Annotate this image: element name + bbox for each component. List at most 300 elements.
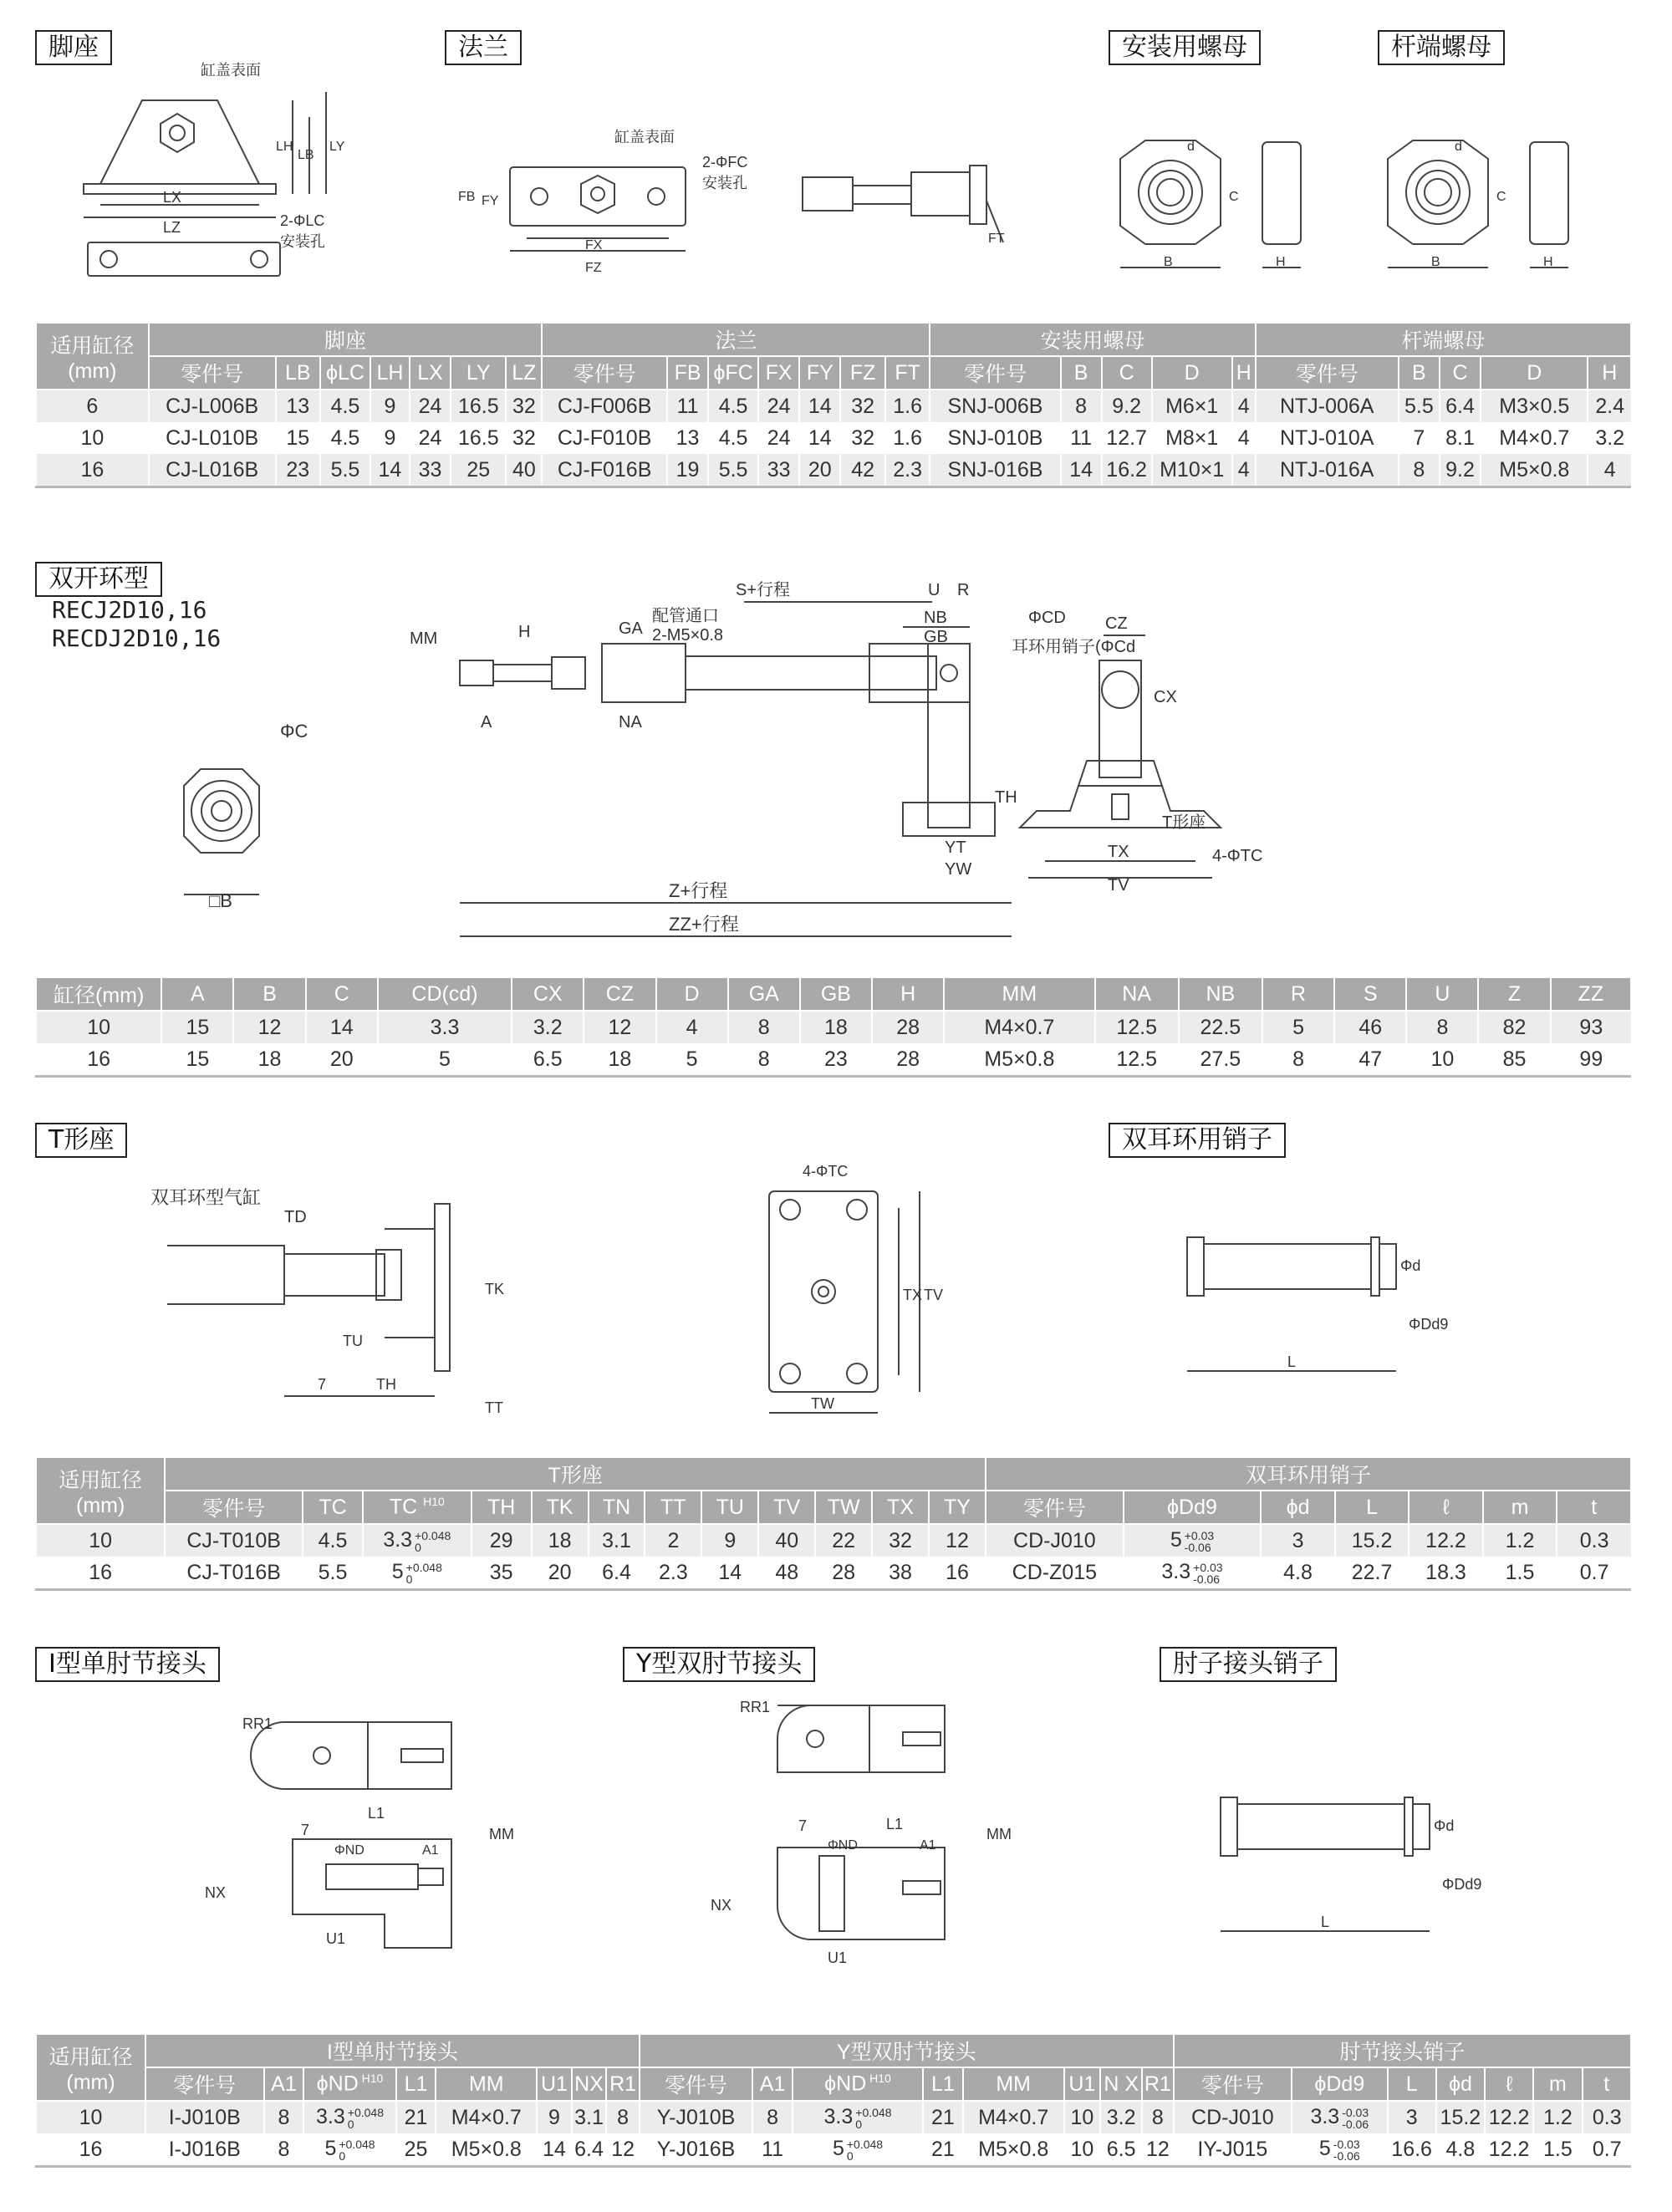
bore-header: 适用缸径 (mm) (36, 323, 149, 390)
dim-u: U (928, 581, 940, 599)
table-cell: NTJ-016A (1256, 454, 1399, 487)
dim-tk: TK (485, 1281, 505, 1297)
dim-cz-label: CZ (1105, 614, 1128, 633)
table-cell: M10×1 (1152, 454, 1232, 487)
table-cell: 16 (36, 454, 149, 487)
col-header: ZZ (1551, 977, 1631, 1011)
table-cell: 9 (370, 390, 410, 422)
col-header: ϕDd9 (1292, 2067, 1387, 2101)
table-cell: NTJ-010A (1256, 422, 1399, 454)
col-header: LB (276, 356, 320, 390)
table-cell: 6 (36, 390, 149, 422)
table-cell: 0.7 (1557, 1557, 1631, 1590)
table-cell: 12 (1142, 2133, 1174, 2167)
table-cell: 22.5 (1179, 1011, 1262, 1043)
rod-nut-dim-d: d (1455, 140, 1462, 154)
col-header: H (872, 977, 944, 1011)
dim-td: TD (284, 1208, 307, 1226)
toleranced-cell: 3.3 +0.048 0 (793, 2101, 923, 2133)
col-header: Z (1478, 977, 1550, 1011)
dim-fy: FY (482, 194, 499, 208)
table-row (36, 2133, 1631, 2167)
table-cell: 15 (276, 422, 320, 454)
table-cell: I-J010B (145, 2101, 263, 2133)
col-header: ϕND $^{H10}$ (793, 2067, 923, 2101)
table-cell: 19 (667, 454, 708, 487)
col-header: 零件号 (1256, 356, 1399, 390)
col-header: ϕND $^{H10}$ (303, 2067, 395, 2101)
dim-ga: GA (619, 619, 643, 638)
model-number-1: RECJ2D10,16 (52, 596, 207, 624)
table-cell: 12 (929, 1524, 986, 1557)
col-header: D (1481, 356, 1588, 390)
section-title-mount-nut: 安装用螺母 (1109, 30, 1261, 65)
table-cell: 42 (840, 454, 884, 487)
rod-nut-dim-c: C (1496, 190, 1506, 204)
col-header: H (1588, 356, 1631, 390)
dim-phi-nd-y: ΦND (828, 1838, 858, 1853)
table-cell: 18 (584, 1043, 655, 1077)
table-cell: 8 (1061, 390, 1102, 422)
z-stroke-label: Z+行程 (669, 880, 728, 901)
col-header: 零件号 (165, 1491, 303, 1524)
col-header: B (1399, 356, 1440, 390)
table-cell: CD-J010 (1174, 2101, 1292, 2133)
table-row (36, 1557, 1631, 1590)
t-bracket-top-drawing (752, 1158, 970, 1425)
dim-l1-y: L1 (886, 1816, 904, 1832)
col-header: t (1557, 1491, 1631, 1524)
col-header: TK (532, 1491, 589, 1524)
t4-bore-header: 适用缸径 (mm) (36, 2034, 145, 2101)
joint-pin-dim-phi-d: Φd (1434, 1817, 1455, 1834)
table-cell: 16 (929, 1557, 986, 1590)
table-cell: 6.4 (589, 1557, 645, 1590)
col-header: U (1406, 977, 1478, 1011)
model-number-2: RECDJ2D10,16 (52, 624, 222, 652)
table-cell: 8 (1399, 454, 1440, 487)
dim-l: L (1287, 1353, 1297, 1370)
col-header: S (1334, 977, 1406, 1011)
joint-pin-dim-l: L (1321, 1914, 1330, 1930)
table-cell: 24 (410, 422, 451, 454)
table-cell: 93 (1551, 1011, 1631, 1043)
table-cell: 40 (506, 454, 542, 487)
dim-fb: FB (458, 190, 476, 204)
group-rod-nut: 杆端螺母 (1256, 323, 1631, 356)
table-row (36, 1524, 1631, 1557)
table-cell: 10 (36, 2101, 145, 2133)
dim-nb: NB (924, 609, 947, 627)
col-header: FX (758, 356, 799, 390)
section-title-flange: 法兰 (445, 30, 522, 65)
section-title-rod-nut: 杆端螺母 (1378, 30, 1505, 65)
table-cell: 18.3 (1409, 1557, 1482, 1590)
table-cell: 12.2 (1485, 2101, 1533, 2133)
col-header: 零件号 (986, 1491, 1124, 1524)
table-cell: 11 (1061, 422, 1102, 454)
col-header: TC (303, 1491, 363, 1524)
joint-pin-drawing (1204, 1764, 1505, 1956)
table-cell: 14 (306, 1011, 378, 1043)
table-cell: 14 (370, 454, 410, 487)
flange-drawing (451, 117, 1053, 284)
col-header: L1 (396, 2067, 436, 2101)
table-cell: 5.5 (303, 1557, 363, 1590)
table-cell: M5×0.8 (436, 2133, 537, 2167)
group-t-bracket: T形座 (165, 1457, 986, 1491)
group-i-joint: I型单肘节接头 (145, 2034, 640, 2067)
table-cell: 33 (758, 454, 799, 487)
group-mount-nut: 安装用螺母 (930, 323, 1255, 356)
table-cell: 16 (36, 1557, 165, 1590)
dim-rr1-y: RR1 (740, 1699, 771, 1715)
dim-th-t: TH (376, 1376, 396, 1393)
table-cell: 5.5 (708, 454, 758, 487)
col-header: L1 (923, 2067, 963, 2101)
table-cell: CJ-T010B (165, 1524, 303, 1557)
col-header: TV (758, 1491, 815, 1524)
table-cell: 4.8 (1261, 1557, 1334, 1590)
col-header: A1 (264, 2067, 304, 2101)
table-cell: 10 (1406, 1043, 1478, 1077)
table-cell: 20 (306, 1043, 378, 1077)
table-cell: 6.5 (512, 1043, 584, 1077)
t-seat-label: T形座 (1162, 813, 1206, 832)
table-cell: M6×1 (1152, 390, 1232, 422)
table-cell: 4 (1232, 390, 1256, 422)
table-cell: CJ-L010B (149, 422, 276, 454)
table-cell: 3.1 (589, 1524, 645, 1557)
dim-u1-i: U1 (326, 1930, 346, 1947)
table-cell: 2 (645, 1524, 701, 1557)
dim-tx: TX (1108, 843, 1129, 861)
double-clevis-table (35, 976, 1632, 1078)
col-header: NB (1179, 977, 1262, 1011)
col-header: TX (872, 1491, 929, 1524)
t3-bore-header: 适用缸径 (mm) (36, 1457, 165, 1524)
t-bracket-side-drawing (134, 1170, 568, 1421)
table-cell: 82 (1478, 1011, 1550, 1043)
dim-ft: FT (988, 232, 1005, 246)
table-cell: 4.5 (320, 390, 370, 422)
col-header: TT (645, 1491, 701, 1524)
table-cell: 3.2 (512, 1011, 584, 1043)
col-header: TW (815, 1491, 872, 1524)
table-cell: 9 (701, 1524, 758, 1557)
table-cell: IY-J015 (1174, 2133, 1292, 2167)
i-joint-drawing (201, 1705, 552, 1965)
table-cell: 14 (799, 390, 840, 422)
table-cell: 16 (36, 2133, 145, 2167)
dim-tv: TV (1108, 876, 1129, 894)
col-header: 零件号 (1174, 2067, 1292, 2101)
table-cell: Y-J016B (640, 2133, 752, 2167)
table-cell: M5×0.8 (944, 1043, 1094, 1077)
dim-7: 7 (318, 1376, 327, 1393)
toleranced-cell: 5 +0.048 0 (303, 2133, 395, 2167)
col-header: D (656, 977, 728, 1011)
table-cell: 14 (799, 422, 840, 454)
table-cell: 1.5 (1483, 1557, 1557, 1590)
col-header: U1 (537, 2067, 572, 2101)
dim-lb: LB (298, 148, 314, 162)
table-cell: 28 (872, 1043, 944, 1077)
table-cell: 4 (1588, 454, 1631, 487)
table-cell: 21 (923, 2101, 963, 2133)
col-header: B (1061, 356, 1102, 390)
table-cell: 9.2 (1440, 454, 1481, 487)
col-header: R (1262, 977, 1334, 1011)
flange-mount-hole-label: 安装孔 (702, 175, 747, 191)
table-cell: 1.2 (1533, 2101, 1582, 2133)
dim-na: NA (619, 713, 642, 731)
table-cell: CD-Z015 (986, 1557, 1124, 1590)
table-cell: 2.4 (1588, 390, 1631, 422)
table-cell: 7 (1399, 422, 1440, 454)
table-cell: 2.3 (645, 1557, 701, 1590)
col-header: GB (800, 977, 872, 1011)
joint-table (35, 2033, 1632, 2168)
dim-lx: LX (163, 189, 182, 206)
toleranced-cell: 5 +0.048 0 (793, 2133, 923, 2167)
col-header: A (161, 977, 233, 1011)
dim-fz: FZ (585, 261, 602, 275)
table-cell: 15.2 (1436, 2101, 1485, 2133)
table-cell: 8 (1406, 1011, 1478, 1043)
table-cell: 20 (799, 454, 840, 487)
table-cell: 2.3 (885, 454, 930, 487)
section-title-t-bracket: T形座 (35, 1123, 127, 1158)
dim-phi-dd9: ΦDd9 (1409, 1316, 1449, 1333)
zz-stroke-label: ZZ+行程 (669, 914, 739, 935)
cd-label: ΦCD (1028, 609, 1066, 627)
dim-phi-d: Φd (1400, 1257, 1421, 1274)
table-cell: 12 (606, 2133, 640, 2167)
col-header: B (233, 977, 305, 1011)
group-foot: 脚座 (149, 323, 543, 356)
col-header: N X (1100, 2067, 1142, 2101)
mount-nut-dim-c: C (1229, 190, 1239, 204)
col-header: ϕd (1261, 1491, 1334, 1524)
col-header: FB (667, 356, 708, 390)
table-cell: CJ-F016B (542, 454, 667, 487)
table-cell: 21 (923, 2133, 963, 2167)
dim-7-i: 7 (301, 1822, 310, 1838)
col-header: LH (370, 356, 410, 390)
dim-r: R (957, 581, 970, 599)
dim-mm-i: MM (489, 1826, 514, 1842)
table-cell: 3.2 (1588, 422, 1631, 454)
col-header: H (1232, 356, 1256, 390)
col-header: 零件号 (930, 356, 1060, 390)
table-cell: 11 (667, 390, 708, 422)
dim-yt: YT (945, 838, 966, 857)
table-cell: 32 (840, 422, 884, 454)
table-cell: 16.6 (1388, 2133, 1436, 2167)
col-header: TN (589, 1491, 645, 1524)
table-cell: 23 (800, 1043, 872, 1077)
table2-header-row (36, 977, 1631, 1011)
table-cell: SNJ-010B (930, 422, 1060, 454)
col-header: TH (472, 1491, 532, 1524)
table-cell: 3 (1388, 2101, 1436, 2133)
table-cell: 29 (472, 1524, 532, 1557)
table-cell: SNJ-016B (930, 454, 1060, 487)
dim-a: A (481, 713, 492, 731)
dim-l1-i: L1 (368, 1805, 385, 1822)
dim-cx: CX (1154, 688, 1177, 706)
table-cell: CJ-T016B (165, 1557, 303, 1590)
table-cell: 8 (606, 2101, 640, 2133)
col-header: C (1440, 356, 1481, 390)
table-cell: M8×1 (1152, 422, 1232, 454)
col-header: C (1102, 356, 1152, 390)
table-cell: 16 (36, 1043, 161, 1077)
table-cell: 22 (815, 1524, 872, 1557)
mount-hole-label: 安装孔 (280, 233, 325, 250)
table-cell: 14 (701, 1557, 758, 1590)
table-cell: 24 (410, 390, 451, 422)
table-cell: M4×0.7 (944, 1011, 1094, 1043)
col-header: ϕDd9 (1124, 1491, 1262, 1524)
table-cell: 12.2 (1409, 1524, 1482, 1557)
table-cell: 8 (1142, 2101, 1174, 2133)
dim-nx-y: NX (711, 1897, 732, 1914)
toleranced-cell: 5 -0.03 -0.06 (1292, 2133, 1387, 2167)
pipe-port-label: 配管通口 (652, 607, 719, 625)
table-cell: 22.7 (1335, 1557, 1409, 1590)
table-cell: 8 (264, 2133, 304, 2167)
table-cell: CJ-F006B (542, 390, 667, 422)
table-cell: M4×0.7 (436, 2101, 537, 2133)
table-cell: 1.6 (885, 422, 930, 454)
t-bracket-table (35, 1456, 1632, 1591)
table-cell: 10 (36, 1011, 161, 1043)
table-cell: 3.1 (572, 2101, 607, 2133)
table-cell: 0.3 (1583, 2101, 1631, 2133)
group-joint-pin: 肘节接头销子 (1174, 2034, 1631, 2067)
table-cell: 47 (1334, 1043, 1406, 1077)
section-title-i-joint: I型单肘节接头 (35, 1647, 220, 1682)
dim-a1-y: A1 (920, 1838, 936, 1853)
toleranced-cell: 5 +0.048 0 (363, 1557, 472, 1590)
table-cell: 14 (1061, 454, 1102, 487)
col-header: FY (799, 356, 840, 390)
table-cell: CJ-F010B (542, 422, 667, 454)
rod-nut-dim-b: B (1431, 255, 1440, 269)
dim-tv-top: TV (924, 1287, 944, 1303)
table-cell: CD-J010 (986, 1524, 1124, 1557)
table-cell: 15.2 (1335, 1524, 1409, 1557)
table-cell: 6.5 (1100, 2133, 1142, 2167)
section-title-y-joint: Y型双肘节接头 (623, 1647, 815, 1682)
table1-subheader-row (36, 356, 1631, 390)
table-cell: 99 (1551, 1043, 1631, 1077)
four-phi-tc-label: 4-ΦTC (1212, 847, 1263, 865)
group-flange: 法兰 (542, 323, 930, 356)
table-cell: Y-J010B (640, 2101, 752, 2133)
dim-lh: LH (276, 140, 293, 154)
dim-7-y: 7 (798, 1817, 808, 1834)
table-cell: 4.5 (303, 1524, 363, 1557)
col-header: FZ (840, 356, 884, 390)
table-cell: 3.2 (1100, 2101, 1142, 2133)
table-cell: 40 (758, 1524, 815, 1557)
dim-fx: FX (585, 238, 603, 252)
table-cell: 16.2 (1102, 454, 1152, 487)
table-cell: 35 (472, 1557, 532, 1590)
col-header: CX (512, 977, 584, 1011)
table-cell: 9 (537, 2101, 572, 2133)
col-header: ϕLC (320, 356, 370, 390)
two-phi-fc-label: 2-ΦFC (702, 154, 748, 171)
table-cell: M3×0.5 (1481, 390, 1588, 422)
dim-tt: TT (485, 1399, 503, 1416)
table-cell: 4.5 (708, 422, 758, 454)
col-header: 缸径(mm) (36, 977, 161, 1011)
table-cell: 0.3 (1557, 1524, 1631, 1557)
table-cell: 48 (758, 1557, 815, 1590)
toleranced-cell: 3.3 +0.048 0 (363, 1524, 472, 1557)
col-header: TU (701, 1491, 758, 1524)
table-cell: M5×0.8 (1481, 454, 1588, 487)
group-y-joint: Y型双肘节接头 (640, 2034, 1174, 2067)
table-cell: 32 (872, 1524, 929, 1557)
table-cell: 10 (1064, 2101, 1101, 2133)
table-cell: CJ-L006B (149, 390, 276, 422)
s-stroke-label: S+行程 (736, 581, 791, 599)
toleranced-cell: 5 +0.03 -0.06 (1124, 1524, 1262, 1557)
col-header: FT (885, 356, 930, 390)
table-cell: 5 (378, 1043, 512, 1077)
table-cell: 8 (1262, 1043, 1334, 1077)
mount-nut-dim-b: B (1164, 255, 1173, 269)
table-cell: 12 (233, 1011, 305, 1043)
dim-tx-top: TX (903, 1287, 923, 1303)
col-header: m (1483, 1491, 1557, 1524)
col-header: 零件号 (640, 2067, 752, 2101)
table-cell: 38 (872, 1557, 929, 1590)
toleranced-cell: 3.3 +0.048 0 (303, 2101, 395, 2133)
col-header: R1 (606, 2067, 640, 2101)
table-cell: 18 (800, 1011, 872, 1043)
table-row (36, 454, 1631, 487)
dim-u1-y: U1 (828, 1950, 848, 1965)
table-cell: 18 (233, 1043, 305, 1077)
table-cell: 6.4 (572, 2133, 607, 2167)
table-cell: 3 (1261, 1524, 1334, 1557)
table-cell: M4×0.7 (963, 2101, 1064, 2133)
table-row (36, 390, 1631, 422)
section-title-foot: 脚座 (35, 30, 112, 65)
table-cell: 32 (840, 390, 884, 422)
mount-accessory-table (35, 322, 1632, 488)
table-cell: 8 (728, 1011, 800, 1043)
clevis-pin-drawing (1170, 1204, 1471, 1396)
double-clevis-drawing (150, 577, 1404, 961)
clevis-cylinder-label: 双耳环型气缸 (150, 1187, 262, 1208)
cover-surface-label: 缸盖表面 (201, 62, 261, 79)
table-cell: 8 (728, 1043, 800, 1077)
col-header: 零件号 (542, 356, 667, 390)
group-clevis-pin: 双耳环用销子 (986, 1457, 1631, 1491)
table-cell: 4 (1232, 422, 1256, 454)
col-header: TY (929, 1491, 986, 1524)
col-header: C (306, 977, 378, 1011)
col-header: GA (728, 977, 800, 1011)
section-title-clevis-pin: 双耳环用销子 (1109, 1123, 1286, 1158)
